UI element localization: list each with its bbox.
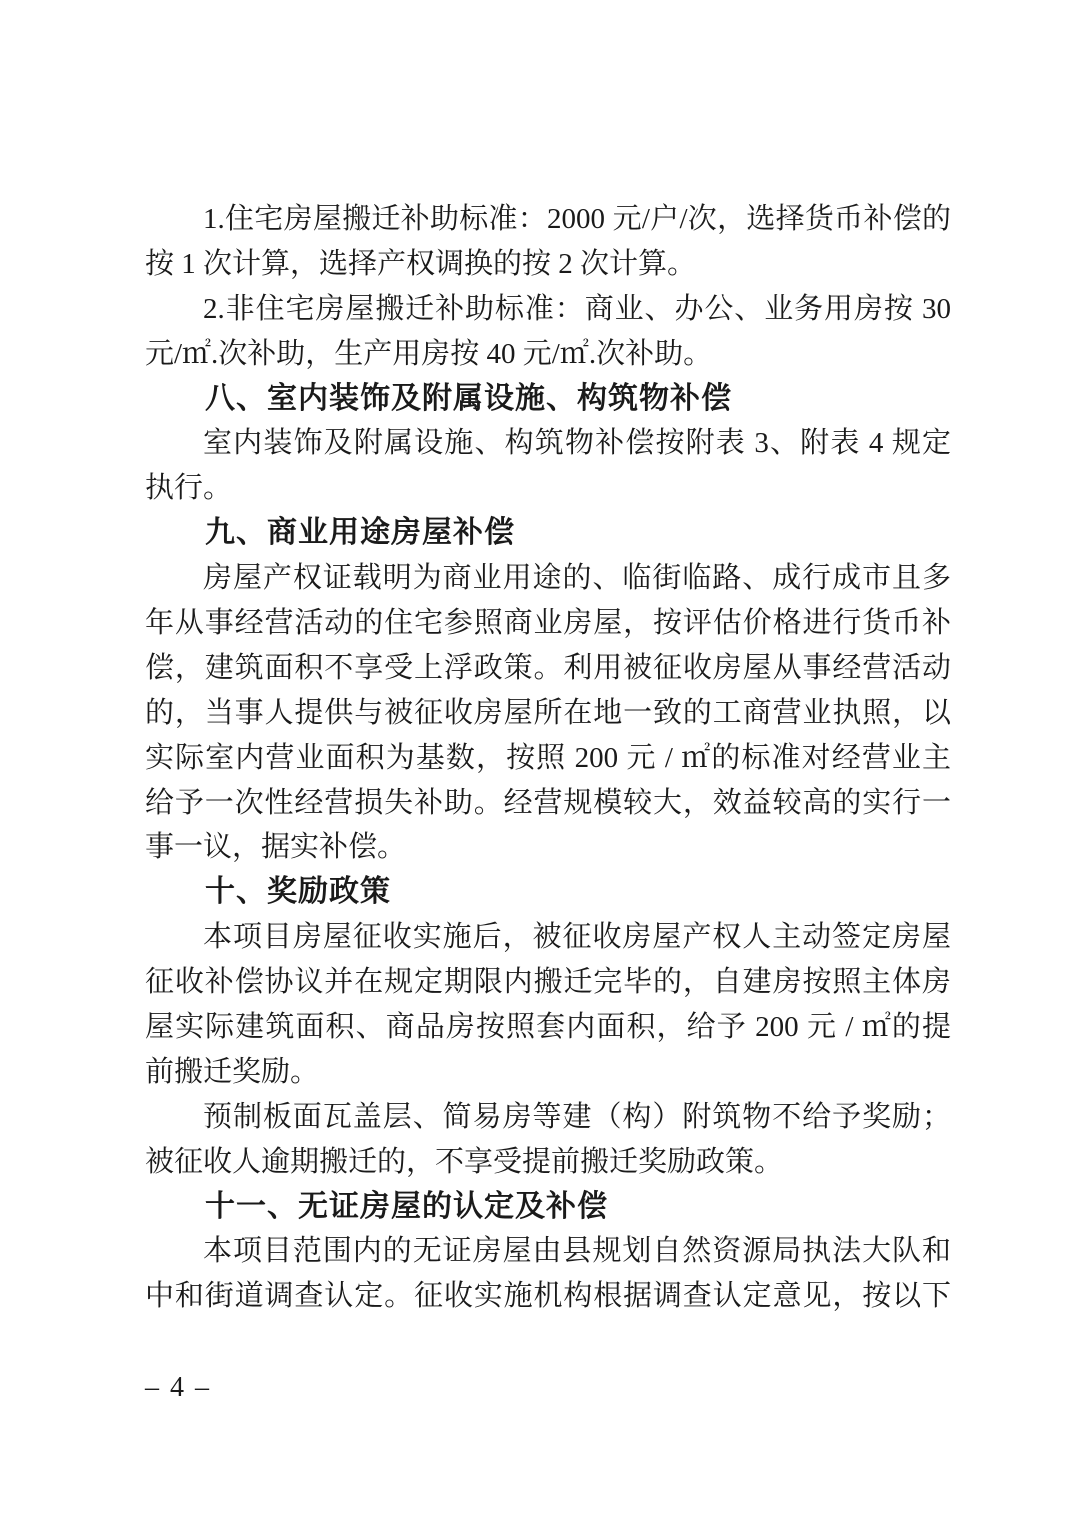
- section-heading: 十、奖励政策: [205, 875, 391, 909]
- body-line: 实际室内营业面积为基数，按照 200 元 / ㎡的标准对经营业主: [145, 741, 951, 774]
- body-line: 给予一次性经营损失补助。经营规模较大，效益较高的实行一: [145, 786, 951, 819]
- body-line: 1.住宅房屋搬迁补助标准：2000 元/户/次，选择货币补偿的: [203, 203, 951, 235]
- section-heading: 十一、无证房屋的认定及补偿: [205, 1189, 608, 1223]
- body-line: 按 1 次计算，选择产权调换的按 2 次计算。: [145, 247, 697, 280]
- body-line: 偿，建筑面积不享受上浮政策。利用被征收房屋从事经营活动: [145, 651, 951, 684]
- body-line: 被征收人逾期搬迁的，不享受提前搬迁奖励政策。: [145, 1145, 784, 1178]
- section-heading: 九、商业用途房屋补偿: [205, 516, 515, 550]
- body-line: 预制板面瓦盖层、简易房等建（构）附筑物不给予奖励；: [203, 1100, 951, 1133]
- page-number: – 4 –: [145, 1372, 211, 1403]
- body-line: 房屋产权证载明为商业用途的、临街临路、成行成市且多: [203, 562, 951, 595]
- body-line: 前搬迁奖励。: [145, 1055, 320, 1088]
- body-line: 本项目范围内的无证房屋由县规划自然资源局执法大队和: [203, 1235, 951, 1268]
- body-line: 征收补偿协议并在规定期限内搬迁完毕的，自建房按照主体房: [145, 966, 951, 999]
- section-heading: 八、室内装饰及附属设施、构筑物补偿: [205, 381, 732, 415]
- document-body: [145, 197, 951, 1319]
- page-footer: [145, 1372, 211, 1404]
- body-line: 中和街道调查认定。征收实施机构根据调查认定意见，按以下: [145, 1280, 951, 1313]
- body-line: 本项目房屋征收实施后，被征收房屋产权人主动签定房屋: [203, 921, 951, 954]
- body-line: 2.非住宅房屋搬迁补助标准：商业、办公、业务用房按 30: [203, 292, 951, 325]
- body-line: 执行。: [145, 472, 233, 505]
- body-line: 的，当事人提供与被征收房屋所在地一致的工商营业执照，以: [145, 696, 951, 729]
- body-line: 元/㎡.次补助，生产用房按 40 元/㎡.次补助。: [145, 337, 713, 370]
- body-line: 事一议，据实补偿。: [145, 831, 407, 864]
- body-line: 屋实际建筑面积、商品房按照套内面积，给予 200 元 / ㎡的提: [145, 1011, 951, 1044]
- body-line: 年从事经营活动的住宅参照商业房屋，按评估价格进行货币补: [145, 607, 951, 640]
- body-line: 室内装饰及附属设施、构筑物补偿按附表 3、附表 4 规定: [203, 427, 951, 460]
